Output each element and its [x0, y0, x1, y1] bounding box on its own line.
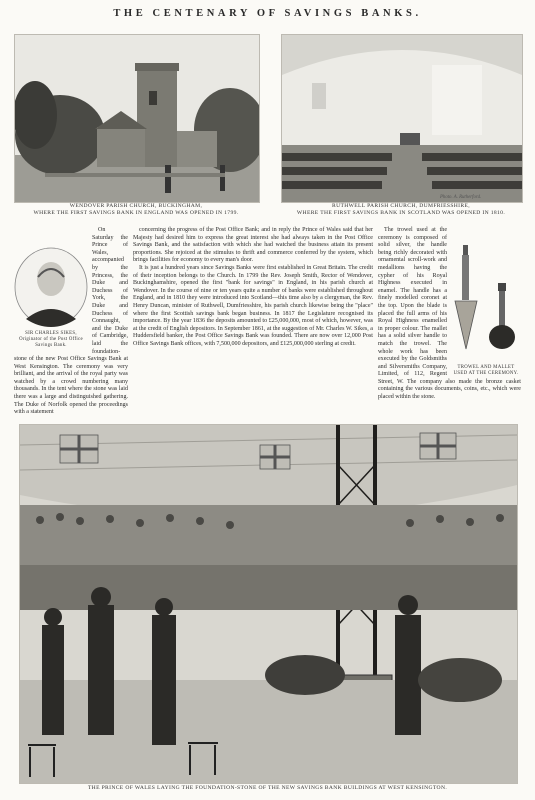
ruthwell-church-photo [281, 34, 523, 203]
article-text-col3: The trowel used at the ceremony is composed of solid silver, the handle being richly decorated with ornamental scroll-work and medallions having the cypher of his Royal Highness executed in enamel. The handle has a finely modelled coronet at the top. Upon the blade is placed the full arms of his Royal Highness enamelled in proper colour. The mallet has a solid silver handle to match the trowel. The whole work has been executed by the Goldsmiths and Silversmiths Company, Limited, of 112, Regent Street, W. The company also made the bronze casket containing the various documents, coins, etc., which were placed within the stone. [378, 227, 521, 401]
ruthwell-photo-credit: Photo. A. Rutherford. [440, 195, 482, 200]
article-column-1 [14, 227, 128, 423]
page-title: THE CENTENARY OF SAVINGS BANKS. [113, 8, 422, 19]
article-column-3 [378, 227, 521, 423]
trowel-and-mallet-illustration [451, 241, 521, 361]
article-text-col1: On Saturday the Prince of Wales, accompanied by the Princess, the Duke and Duchess of York, the Duke and Duchess of Connaught, and the Duke of Cambridge, laid the foundation-stone of the new Post Office Savings Bank at West Kensington. The ceremony was very brilliant, and the arrival of the royal party was watched by a crowd numbering many thousands. In the tent where the stone was laid there was a large and distinguished gathering. The Duke of Norfolk opened the proceedings with a statement [14, 227, 128, 416]
article-text-col2a: concerning the progress of the Post Office Bank; and in reply the Prince of Wales said that her Majesty had desired him to express the great interest she had always taken in the Post Office Savings Bank, and the satisfaction with which she had watched the business attain its present proportions. She rejoiced at the stimulus to thrift and commerce conferred by the system, which brings facilities for economy to every man's door. [133, 227, 373, 264]
ruthwell-caption: RUTHWELL PARISH CHURCH, DUMFRIESSHIRE, WHERE THE FIRST SAVINGS BANK IN SCOTLAND WAS OPENED IN 1810. [296, 203, 506, 216]
trowel-caption: TROWEL AND MALLET USED AT THE CEREMONY. [453, 364, 519, 376]
portrait-caption: SIR CHARLES SIKES, Originator of the Post Office Savings Bank. [19, 330, 83, 348]
wendover-caption: WENDOVER PARISH CHURCH, BUCKINGHAM, WHERE THE FIRST SAVINGS BANK IN ENGLAND WAS OPENED IN 1799. [33, 203, 239, 216]
ceremony-illustration [19, 424, 518, 784]
article-column-2 [133, 227, 373, 423]
ceremony-caption: THE PRINCE OF WALES LAYING THE FOUNDATION-STONE OF THE NEW SAVINGS BANK BUILDINGS AT WEST KENSINGTON. [87, 785, 448, 791]
trowel-figure [451, 241, 521, 377]
sir-charles-sikes-portrait [14, 247, 88, 327]
article-text-col2b: It is just a hundred years since Savings Banks were first established in Great Britain. The credit of their inception belongs to the Church. In 1799 the Rev. Joseph Smith, Rector of Wendover, Buckinghamshire, opened the first "bank for savings" in England, in his parish church at Wendover. In the course of nine or ten years quite a number of banks were established throughout England, and in 1810 they were introduced into Scotland—this time also by a clergyman, the Rev. Henry Duncan, minister of Ruthwell, Dumfriesshire, his parish church likewise being the "place" where the first Scottish savings bank began business. In 1817 the Legislature recognised its importance. By the year 1836 the deposits amounted to £25,000,000, most of which, however, was at the credit of English depositors. In September 1861, at the suggestion of Mr. Charles W. Sikes, a Huddersfield banker, the Post Office Savings Bank was founded. There are now over 12,000 Post Office Savings Bank offices, with 7,500,000 depositors, and £125,000,000 sterling at credit. [133, 264, 373, 347]
portrait-figure [14, 247, 88, 349]
wendover-church-photo [14, 34, 260, 203]
